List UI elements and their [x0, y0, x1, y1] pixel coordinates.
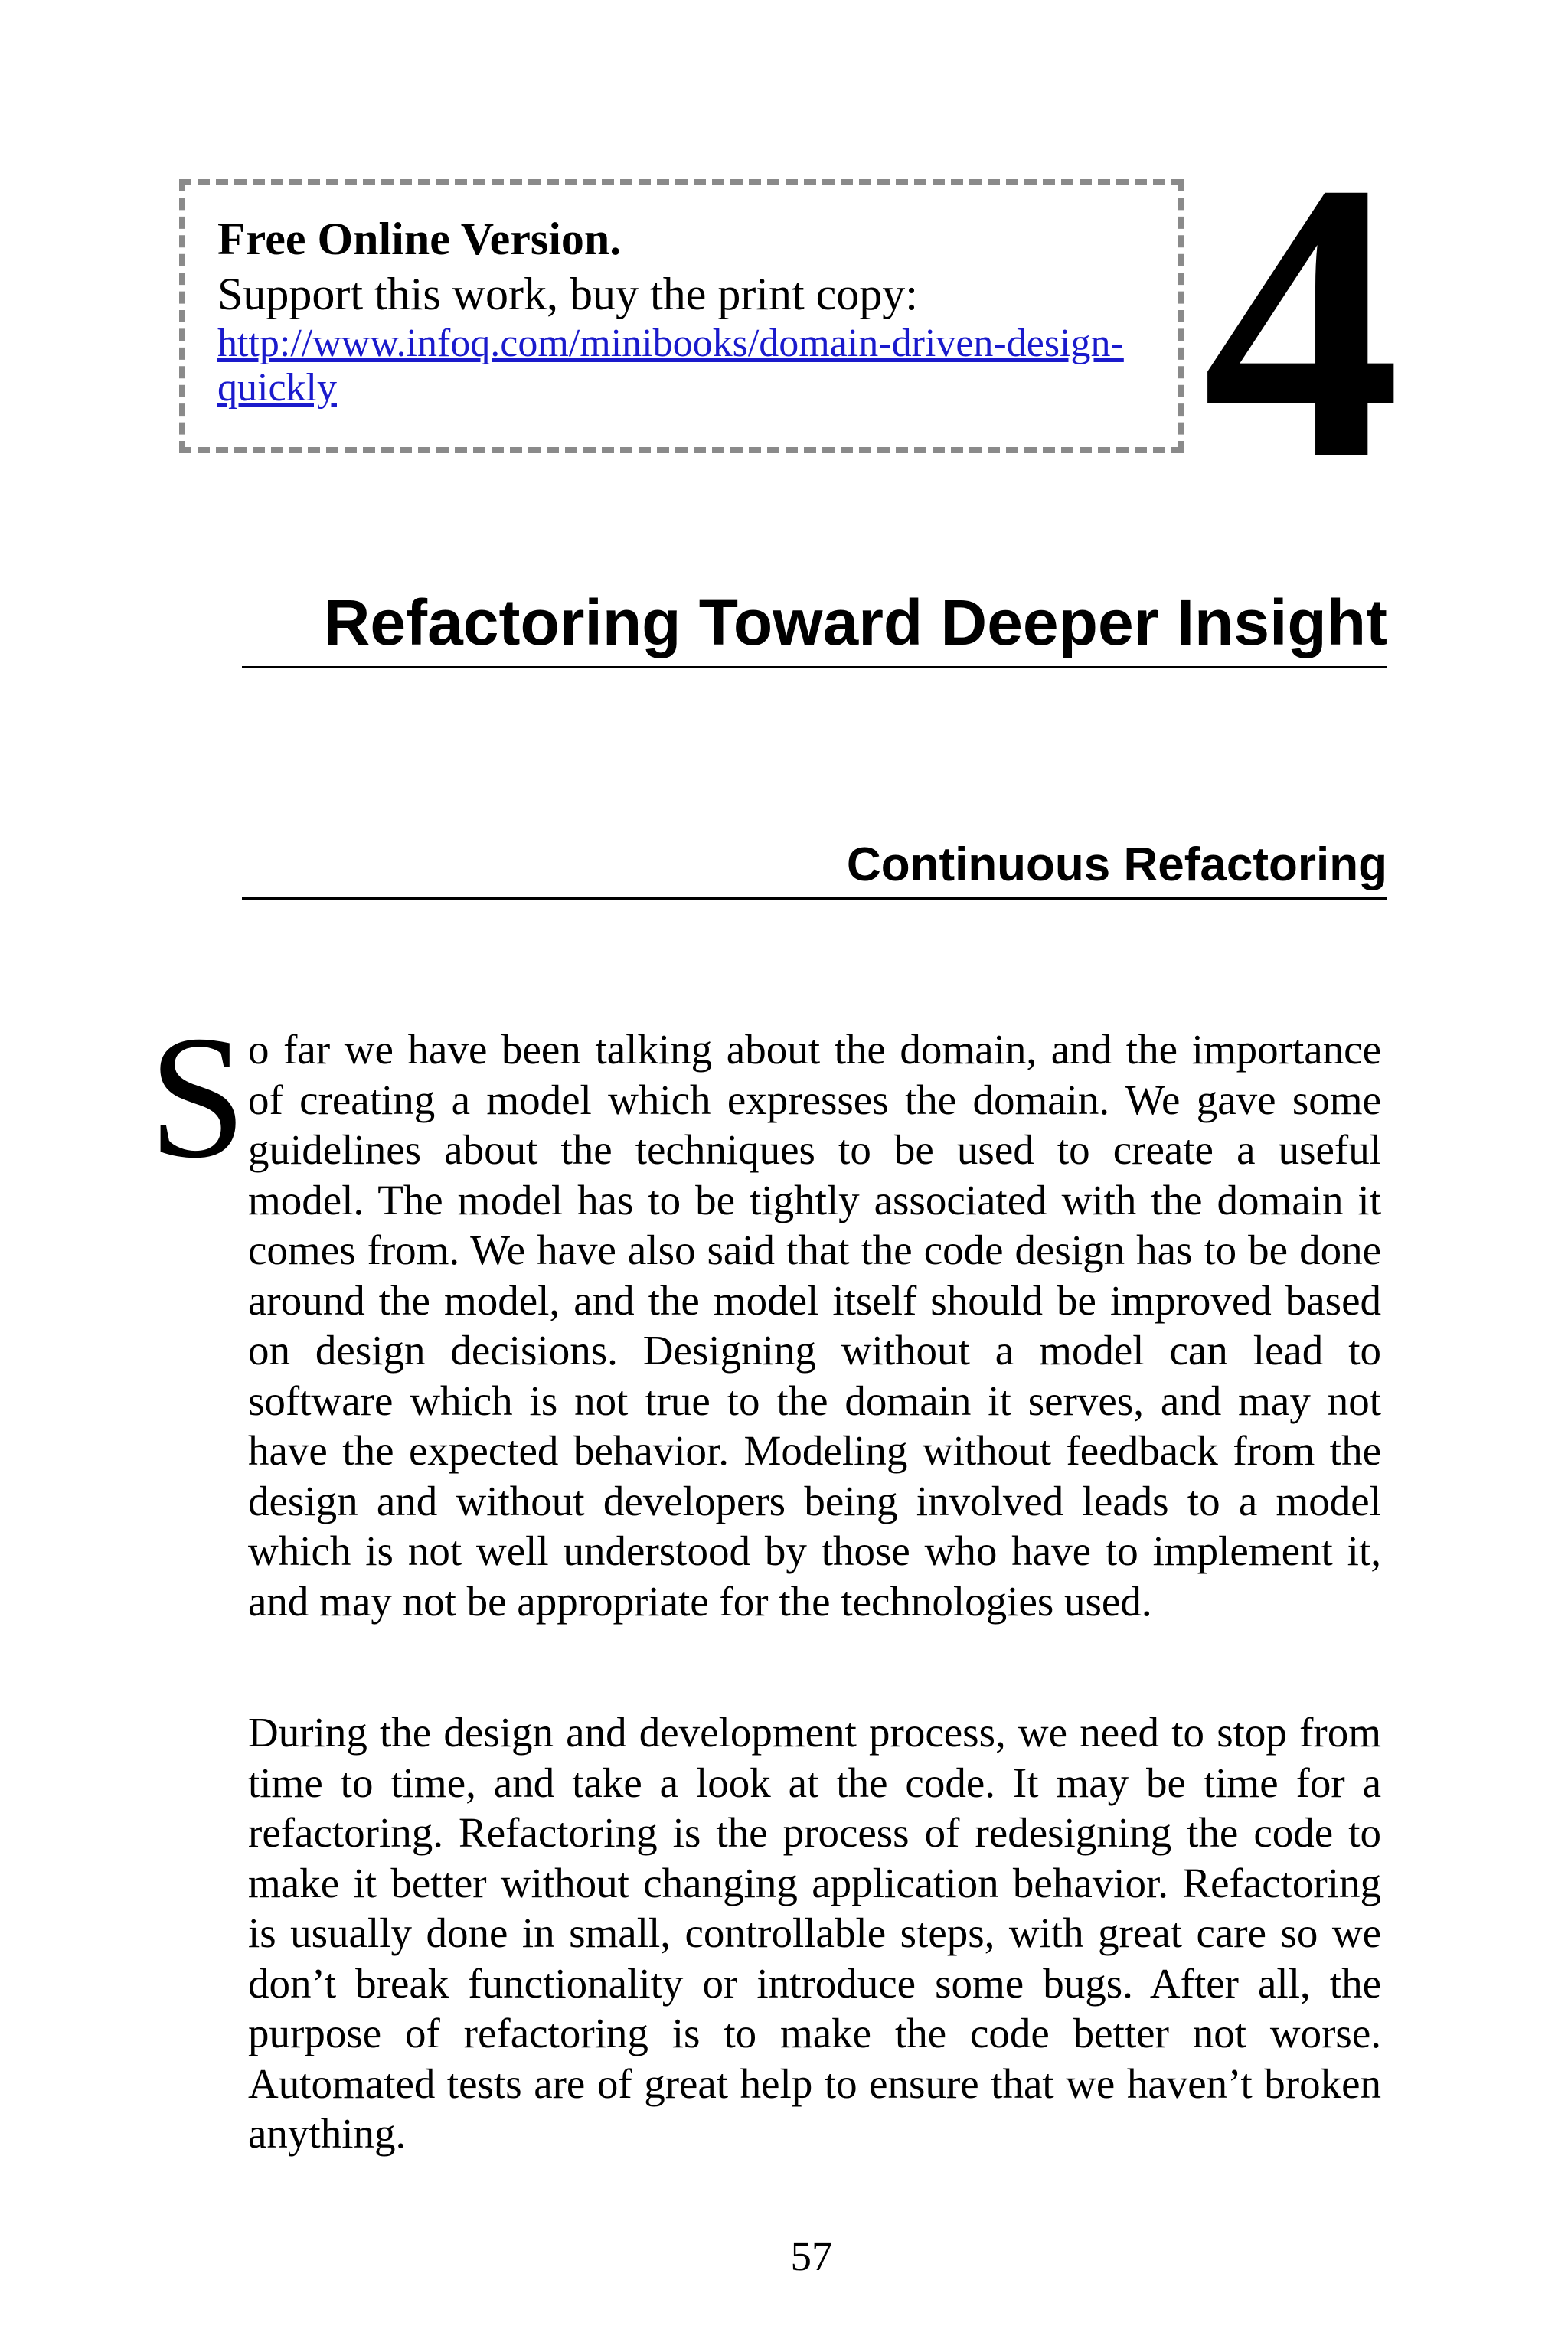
- section-title: Continuous Refactoring: [846, 838, 1387, 891]
- notice-support-text: Support this work, buy the print copy:: [217, 269, 918, 319]
- page-number: 57: [790, 2233, 833, 2279]
- notice-title: Free Online Version.: [217, 214, 622, 264]
- free-version-notice: [179, 179, 1184, 453]
- drop-cap: S: [149, 999, 247, 1194]
- chapter-number: 4: [1202, 101, 1401, 541]
- body-paragraph-1: o far we have been talking about the domain, and the importance of creating a model which expresses the domain. We gave some guidelines about the techniques to be used to create a useful model. The model has to be tightly associated with the domain it comes from. We have also said that the code design has to be done around the model, and the model itself should be improved based on design decisions. Designing without a model can lead to software which is not true to the domain it serves, and may not have the expected behavior. Modeling without feedback from the design and without developers being involved leads to a model which is not well understood by those who have to implement it, and may not be appropriate for the technologies used.: [248, 1026, 1381, 1625]
- chapter-title-rule: [242, 666, 1387, 668]
- body-paragraph-2: During the design and development process, we need to stop from time to time, and take a look at the code. It may be time for a refactoring. Refactoring is the process of redesigning the code to make it better without changing application behavior. Refactoring is usually done in small, controllable steps, with great care so we don’t break functionality or introduce some bugs. After all, the purpose of refactoring is to make the code better not worse. Automated tests are of great help to ensure that we haven’t broken anything.: [248, 1709, 1381, 2157]
- chapter-title: Refactoring Toward Deeper Insight: [323, 586, 1387, 658]
- section-title-rule: [242, 897, 1387, 900]
- print-copy-link[interactable]: http://www.infoq.com/minibooks/domain-driven-design-quickly: [217, 322, 1124, 410]
